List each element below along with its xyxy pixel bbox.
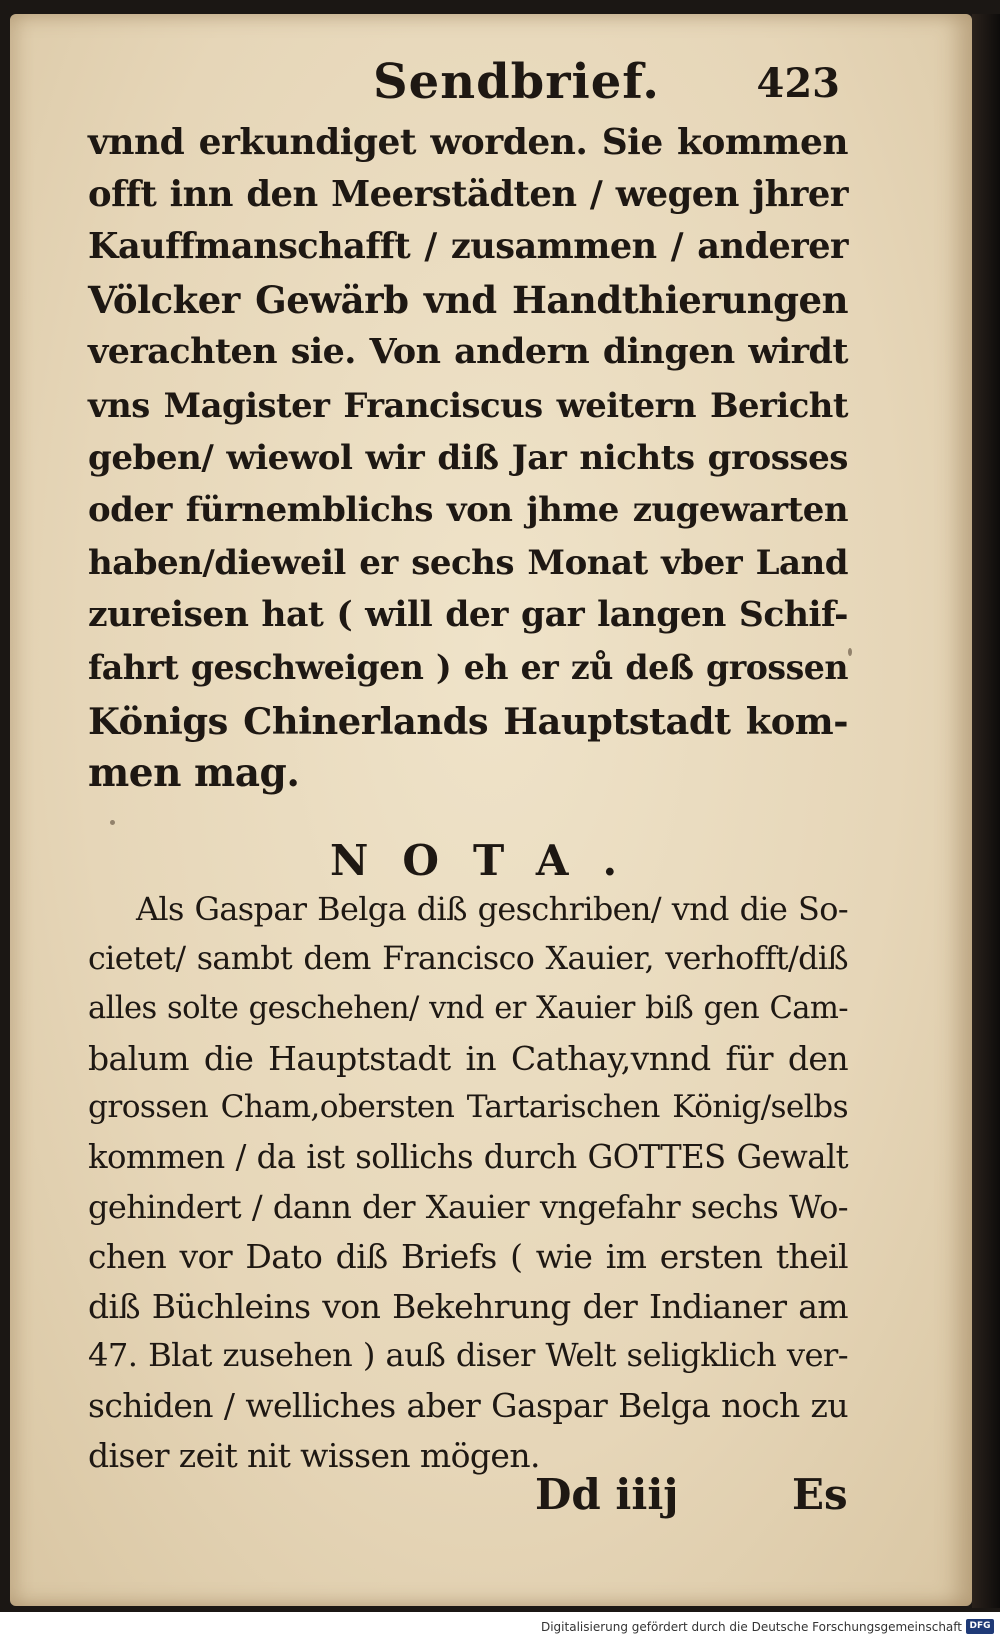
running-head [88,52,848,112]
paper-fleck [110,820,115,825]
nota-heading: NOTA. [330,836,652,885]
text-line: geben/ wiewol wir diß Jar nichts grosses [88,437,848,478]
text-line: vnnd erkundiget worden. Sie kommen [88,121,848,163]
text-line: men mag. [88,750,300,797]
text-line: oder fürnemblichs von jhme zugewarten [88,490,848,531]
book-spine-edge [972,14,1000,1608]
text-line: vns Magister Franciscus weitern Bericht [88,384,848,425]
text-line: zureisen hat ( will der gar langen Schif- [88,595,848,636]
text-line: Königs Chinerlands Hauptstadt kom- [88,698,848,743]
nota-line: cietet/ sambt dem Francisco Xauier, verhofft/diß [88,940,848,977]
catchword: Es [792,1470,848,1519]
nota-line: alles solte geschehen/ vnd er Xauier biß gen Cam- [88,991,848,1027]
nota-line: 47. Blat zusehen ) auß diser Welt seligklich ver- [88,1336,848,1375]
nota-line: diser zeit nit wissen mögen. [88,1435,540,1475]
signature-mark: Dd iiij [535,1470,679,1519]
nota-line: schiden / welliches aber Gaspar Belga noch zu [88,1385,848,1425]
nota-line: grossen Cham,obersten Tartarischen König/selbs [88,1089,848,1126]
paper-fleck [848,648,852,656]
text-line: offt inn den Meerstädten / wegen jhrer [88,173,848,215]
nota-line: diß Büchleins von Bekehrung der Indianer am [88,1286,848,1326]
nota-line: chen vor Dato diß Briefs ( wie im ersten theil [88,1237,848,1277]
nota-line: gehindert / dann der Xauier vngefahr sechs Wo- [88,1187,848,1226]
text-line: Völcker Gewärb vnd Handthierungen [88,277,848,322]
running-head-title: Sendbrief. [373,54,660,110]
nota-line: kommen / da ist sollichs durch GOTTES Gewalt [88,1137,848,1176]
nota-text-block [88,885,848,1480]
nota-line: balum die Hauptstadt in Cathay,vnnd für den [88,1038,848,1078]
footer-bar [0,1612,1000,1642]
text-line: verachten sie. Von andern dingen wirdt [88,331,848,373]
text-line: Kauffmanschafft / zusammen / anderer [88,226,848,268]
text-line: fahrt geschweigen ) eh er zů deß grossen [88,647,848,687]
dfg-logo: DFG [966,1619,994,1634]
page-number: 423 [756,60,840,107]
main-text-block [88,116,848,800]
footer-credit: Digitalisierung gefördert durch die Deutsche Forschungsgemeinschaft [540,1620,962,1634]
nota-line: Als Gaspar Belga diß geschriben/ vnd die So- [136,890,848,928]
text-line: haben/dieweil er sechs Monat vber Land [88,542,848,583]
